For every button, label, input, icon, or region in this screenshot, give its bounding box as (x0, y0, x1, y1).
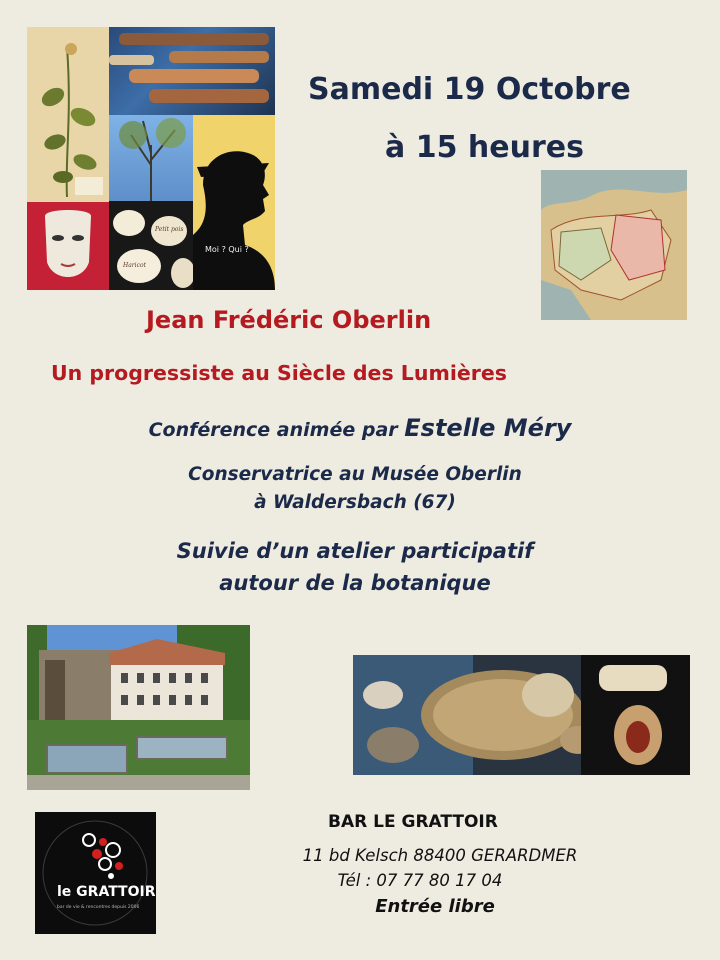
white-mask-image (27, 202, 109, 290)
old-map-image (541, 170, 687, 320)
event-date: Samedi 19 Octobre (308, 72, 631, 107)
speaker-name: Estelle Méry (404, 414, 572, 442)
entry-info: Entrée libre (375, 896, 495, 917)
labeled-eggs-image (109, 201, 193, 290)
grattoir-logo (35, 812, 156, 934)
logo-tagline: bar de vie & rencontres depuis 2006 (57, 905, 140, 910)
museum-building-image (27, 625, 250, 790)
egg-label-1: Petit pois (155, 226, 184, 233)
photo-collage (27, 27, 275, 290)
workshop-line2: autour de la botanique (219, 571, 491, 595)
silhouette-portrait-image (193, 115, 275, 290)
workshop-line1: Suivie d’un atelier participatif (176, 539, 534, 563)
venue-phone: Tél : 07 77 80 17 04 (337, 871, 503, 890)
tree-sky-image (109, 115, 193, 201)
speaker-role: Conservatrice au Musée Oberlin (188, 464, 522, 485)
conference-line (0, 414, 720, 442)
leather-straps-image (109, 27, 275, 115)
headline-name: Jean Frédéric Oberlin (146, 306, 432, 334)
silhouette-caption: Moi ? Qui ? (205, 245, 249, 254)
herbarium-plant-image (27, 27, 109, 202)
headline-subtitle: Un progressiste au Siècle des Lumières (51, 361, 507, 385)
egg-label-2: Haricot (123, 262, 146, 269)
venue-name: BAR LE GRATTOIR (328, 812, 498, 832)
conference-prefix: Conférence animée par (148, 419, 405, 441)
venue-address: 11 bd Kelsch 88400 GERARDMER (302, 846, 578, 865)
speaker-location: à Waldersbach (67) (254, 492, 456, 513)
shells-collection-image (353, 655, 690, 775)
logo-text: le GRATTOIR (57, 884, 156, 900)
event-time: à 15 heures (385, 130, 584, 165)
